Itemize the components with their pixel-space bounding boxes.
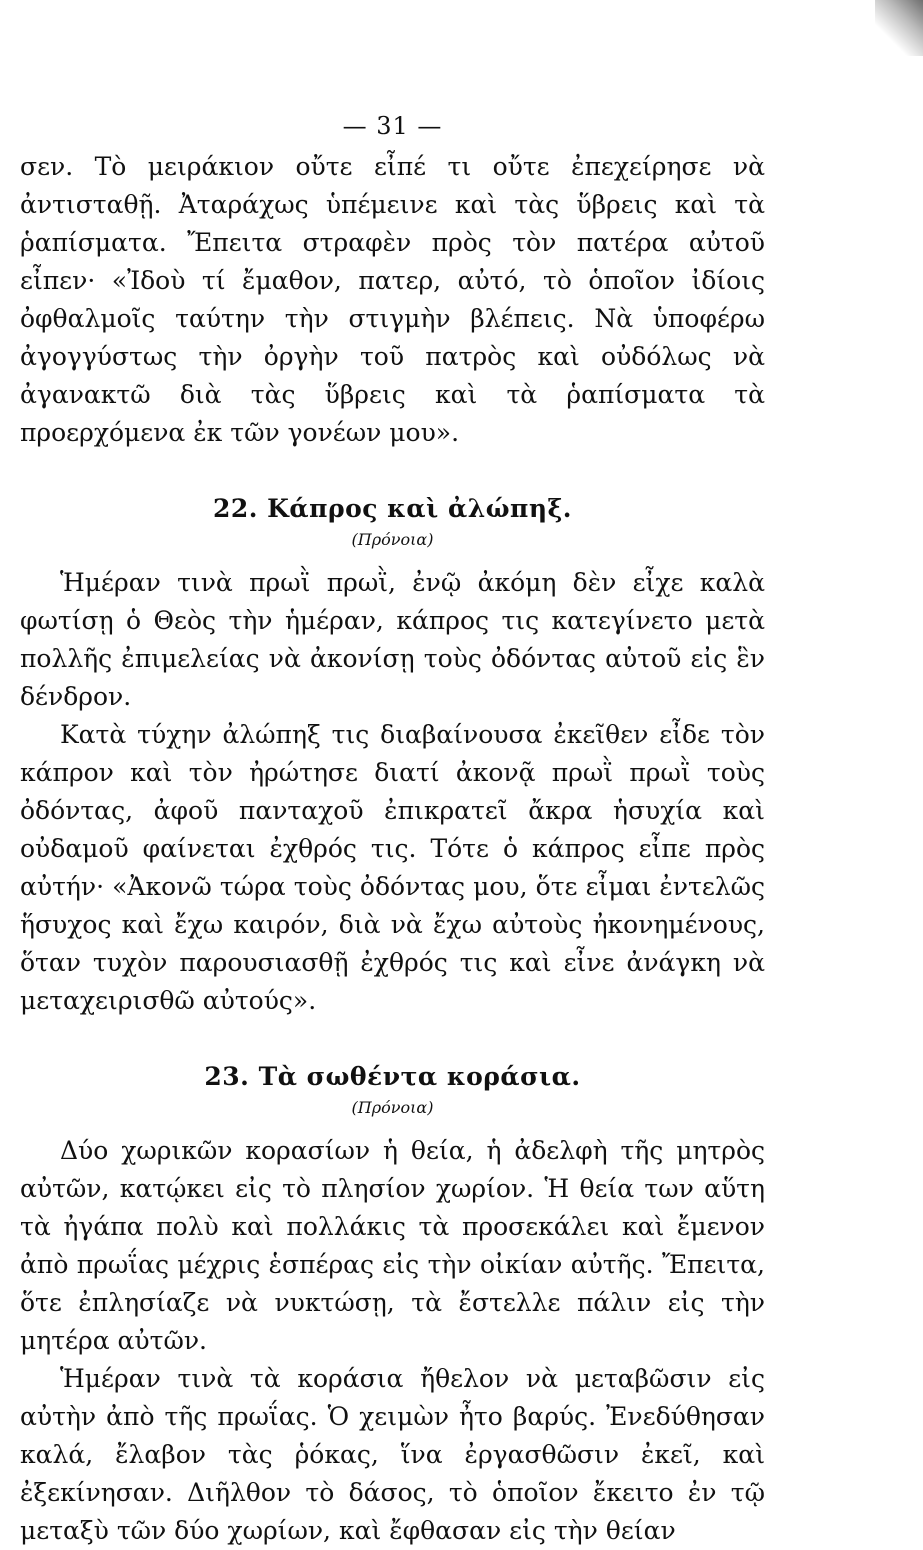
section-23-subtitle: (Πρόνοια) <box>351 1098 434 1117</box>
book-page <box>20 112 765 1550</box>
section-23-paragraph-2: Ἡμέραν τινὰ τὰ κοράσια ἤθελον νὰ μεταβῶσιν εἰς αὐτὴν ἀπὸ τῆς πρωΐας. Ὁ χειμὼν ἦτο βαρύς. Ἐνεδύθησαν καλά, ἔλαβον τὰς ῥόκας, ἵνα ἐργασθῶσιν ἐκεῖ, καὶ ἐξεκίνησαν. Διῆλθον τὸ δάσος, τὸ ὁποῖον ἔκειτο ἐν τῷ μεταξὺ τῶν δύο χωρίων, καὶ ἔφθασαν εἰς τὴν θείαν <box>20 1364 765 1545</box>
intro-paragraph: σεν. Τὸ μειράκιον οὔτε εἶπέ τι οὔτε ἐπεχείρησε νὰ ἀντισταθῇ. Ἀταράχως ὑπέμεινε καὶ τὰς ὕβρεις καὶ τὰ ῥαπίσματα. Ἔπειτα στραφὲν πρὸς τὸν πατέρα αὐτοῦ εἶπεν· «Ἰδοὺ τί ἔμαθον, πατερ, αὐτό, τὸ ὁποῖον ἰδίοις ὀφθαλμοῖς ταύτην τὴν στιγμὴν βλέπεις. Νὰ ὑποφέρω ἀγογγύστως τὴν ὀργὴν τοῦ πατρὸς καὶ οὐδόλως νὰ ἀγανακτῶ διὰ τὰς ὕβρεις καὶ τὰ ῥαπίσματα τὰ προερχόμενα ἐκ τῶν γονέων μου». <box>20 152 765 447</box>
section-22-subtitle: (Πρόνοια) <box>351 530 434 549</box>
page-number: — 31 — <box>342 112 443 140</box>
section-22-paragraph-2: Κατὰ τύχην ἀλώπηξ τις διαβαίνουσα ἐκεῖθεν εἶδε τὸν κάπρον καὶ τὸν ἠρώτησε διατί ἀκονᾷ πρωῒ πρωῒ τοὺς ὀδόντας, ἀφοῦ πανταχοῦ ἐπικρατεῖ ἄκρα ἡσυχία καὶ οὐδαμοῦ φαίνεται ἐχθρός τις. Τότε ὁ κάπρος εἶπε πρὸς αὐτήν· «Ἀκονῶ τώρα τοὺς ὀδόντας μου, ὅτε εἶμαι ἐντελῶς ἥσυχος καὶ ἔχω καιρόν, διὰ νὰ ἔχω αὐτοὺς ἠκονημένους, ὅταν τυχὸν παρουσιασθῇ ἐχθρός τις καὶ εἶνε ἀνάγκη νὰ μεταχειρισθῶ αὐτούς». <box>20 720 765 1015</box>
section-23-title: 23. Τὰ σωθέντα κοράσια. <box>204 1062 581 1091</box>
page-corner-shadow <box>875 0 923 56</box>
section-22-title: 22. Κάπρος καὶ ἀλώπηξ. <box>212 494 573 523</box>
section-22-paragraph-1: Ἡμέραν τινὰ πρωῒ πρωῒ, ἐνῷ ἀκόμη δὲν εἶχε καλὰ φωτίσῃ ὁ Θεὸς τὴν ἡμέραν, κάπρος τις κατεγίνετο μετὰ πολλῆς ἐπιμελείας νὰ ἀκονίσῃ τοὺς ὀδόντας αὐτοῦ εἰς ἓν δένδρον. <box>20 568 765 711</box>
section-23-paragraph-1: Δύο χωρικῶν κορασίων ἡ θεία, ἡ ἀδελφὴ τῆς μητρὸς αὐτῶν, κατῴκει εἰς τὸ πλησίον χωρίον. Ἡ θεία των αὕτη τὰ ἠγάπα πολὺ καὶ πολλάκις τὰ προσεκάλει καὶ ἔμενον ἀπὸ πρωΐας μέχρις ἑσπέρας εἰς τὴν οἰκίαν αὐτῆς. Ἔπειτα, ὅτε ἐπλησίαζε νὰ νυκτώσῃ, τὰ ἔστελλε πάλιν εἰς τὴν μητέρα αὐτῶν. <box>20 1136 765 1355</box>
